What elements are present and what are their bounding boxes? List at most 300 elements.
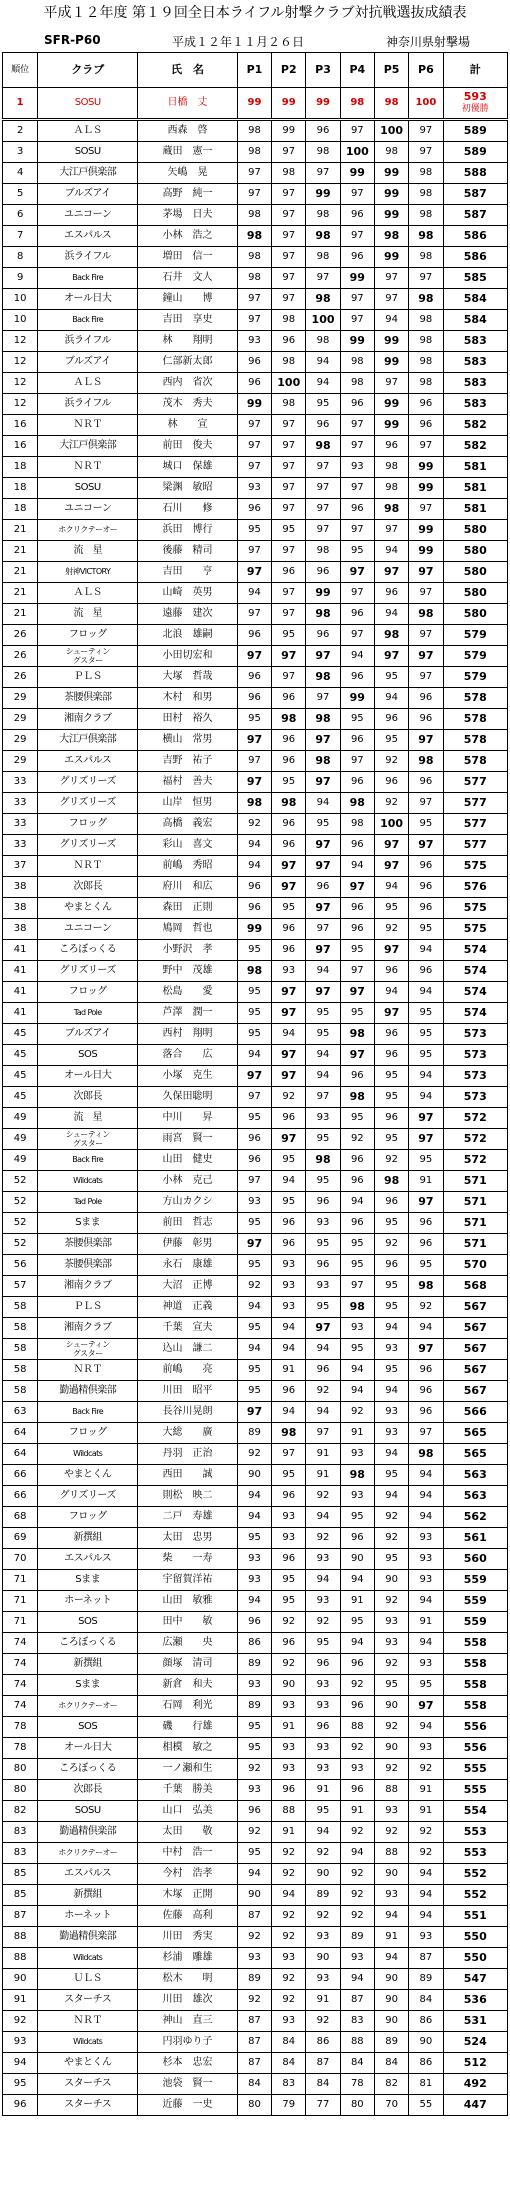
- score-cell-p6: 97: [409, 436, 443, 457]
- score-cell-p6: 98: [409, 226, 443, 247]
- table-row: [3, 1255, 508, 1276]
- rank-cell: 69: [3, 1528, 38, 1549]
- total-value: 579: [463, 649, 487, 662]
- score-cell-p2: 96: [272, 940, 306, 961]
- club-cell: Back Fire: [38, 268, 138, 289]
- total-cell: [443, 1003, 507, 1024]
- score-cell-p4: 95: [340, 541, 374, 562]
- score-cell-p4: 88: [340, 2032, 374, 2053]
- score-cell-p1: 96: [237, 499, 271, 520]
- score-cell-p6: 93: [409, 1738, 443, 1759]
- table-row: [3, 1066, 508, 1087]
- table-row: [3, 1318, 508, 1339]
- rank-cell: 33: [3, 793, 38, 814]
- score-cell-p5: 93: [374, 1612, 408, 1633]
- total-cell: [443, 1360, 507, 1381]
- score-cell-p6: 96: [409, 1213, 443, 1234]
- table-row: [3, 1822, 508, 1843]
- total-cell: [443, 667, 507, 688]
- total-cell: [443, 1150, 507, 1171]
- score-cell-p3: 95: [306, 1003, 340, 1024]
- score-cell-p1: 90: [237, 1465, 271, 1486]
- rank-cell: 18: [3, 478, 38, 499]
- table-row: [3, 520, 508, 541]
- score-cell-p6: 92: [409, 1297, 443, 1318]
- score-cell-p3: 97: [306, 772, 340, 793]
- score-cell-p5: 97: [374, 562, 408, 583]
- rank-cell: 41: [3, 1003, 38, 1024]
- rank-cell: 5: [3, 184, 38, 205]
- club-cell: ユニコーン: [38, 205, 138, 226]
- table-row: [3, 1339, 508, 1360]
- club-cell: 勤過精倶楽部: [38, 1381, 138, 1402]
- score-cell-p4: 100: [340, 142, 374, 163]
- total-cell: [443, 625, 507, 646]
- name-cell: 杉浦 雕雄: [138, 1948, 238, 1969]
- score-cell-p2: 97: [272, 436, 306, 457]
- score-cell-p6: 100: [409, 88, 443, 120]
- table-row: [3, 1150, 508, 1171]
- score-cell-p5: 96: [374, 1108, 408, 1129]
- total-cell: [443, 1024, 507, 1045]
- score-cell-p2: 92: [272, 1612, 306, 1633]
- score-cell-p3: 97: [306, 730, 340, 751]
- total-cell: [443, 1276, 507, 1297]
- club-cell: 浜ライフル: [38, 394, 138, 415]
- score-cell-p5: 99: [374, 184, 408, 205]
- score-cell-p6: 86: [409, 2011, 443, 2032]
- score-cell-p3: 98: [306, 667, 340, 688]
- score-cell-p2: 97: [272, 1045, 306, 1066]
- club-cell: ブルズアイ: [38, 184, 138, 205]
- club-cell: グリズリーズ: [38, 835, 138, 856]
- total-value: 554: [463, 1804, 487, 1817]
- rank-cell: 52: [3, 1213, 38, 1234]
- score-cell-p5: 99: [374, 415, 408, 436]
- name-cell: 則松 映二: [138, 1486, 238, 1507]
- score-cell-p6: 98: [409, 184, 443, 205]
- score-cell-p6: 93: [409, 1570, 443, 1591]
- club-cell: シューティン グスター: [38, 1129, 138, 1150]
- name-cell: 新倉 和夫: [138, 1675, 238, 1696]
- name-cell: 吉田 享史: [138, 310, 238, 331]
- rank-cell: 4: [3, 163, 38, 184]
- club-cell: Wildcats: [38, 1948, 138, 1969]
- score-cell-p4: 97: [340, 478, 374, 499]
- score-cell-p5: 97: [374, 646, 408, 667]
- club-cell: オール日大: [38, 1738, 138, 1759]
- score-cell-p4: 92: [340, 1885, 374, 1906]
- rank-cell: 83: [3, 1843, 38, 1864]
- score-cell-p3: 99: [306, 583, 340, 604]
- score-cell-p5: 89: [374, 2032, 408, 2053]
- results-body: [3, 88, 508, 2116]
- total-cell: [443, 88, 507, 120]
- score-cell-p5: 97: [374, 289, 408, 310]
- total-cell: [443, 1612, 507, 1633]
- score-cell-p3: 98: [306, 436, 340, 457]
- name-cell: 前田 哲志: [138, 1213, 238, 1234]
- name-cell: 小田切宏和: [138, 646, 238, 667]
- score-cell-p3: 97: [306, 919, 340, 940]
- total-value: 581: [463, 502, 487, 515]
- club-cell: Sまま: [38, 1213, 138, 1234]
- club-cell: フロッグ: [38, 982, 138, 1003]
- score-cell-p3: 77: [306, 2095, 340, 2116]
- score-cell-p2: 97: [272, 226, 306, 247]
- rank-cell: 41: [3, 982, 38, 1003]
- score-cell-p3: 98: [306, 541, 340, 562]
- score-cell-p1: 97: [237, 646, 271, 667]
- score-cell-p5: 90: [374, 1738, 408, 1759]
- score-cell-p6: 98: [409, 331, 443, 352]
- table-row: [3, 1360, 508, 1381]
- name-cell: 西内 省次: [138, 373, 238, 394]
- score-cell-p1: 95: [237, 1213, 271, 1234]
- total-value: 550: [463, 1951, 487, 1964]
- table-row: [3, 1969, 508, 1990]
- club-cell: SOSU: [38, 88, 138, 120]
- total-value: 547: [463, 1972, 487, 1985]
- score-cell-p4: 93: [340, 1444, 374, 1465]
- score-cell-p1: 98: [237, 961, 271, 982]
- total-value: 580: [463, 586, 487, 599]
- name-cell: 雨宮 賢一: [138, 1129, 238, 1150]
- score-cell-p4: 98: [340, 352, 374, 373]
- score-cell-p1: 97: [237, 415, 271, 436]
- club-cell: エスパルス: [38, 751, 138, 772]
- score-cell-p1: 94: [237, 1297, 271, 1318]
- score-cell-p5: 98: [374, 625, 408, 646]
- rank-cell: 68: [3, 1507, 38, 1528]
- rank-cell: 33: [3, 814, 38, 835]
- winner-note: 初優勝: [461, 104, 489, 114]
- table-row: [3, 205, 508, 226]
- score-cell-p5: 94: [374, 1948, 408, 1969]
- name-cell: 磯 行雄: [138, 1717, 238, 1738]
- table-row: [3, 163, 508, 184]
- score-cell-p4: 94: [340, 1969, 374, 1990]
- score-cell-p3: 86: [306, 2032, 340, 2053]
- score-cell-p3: 98: [306, 751, 340, 772]
- score-cell-p2: 97: [272, 142, 306, 163]
- name-cell: 西田 誠: [138, 1465, 238, 1486]
- total-cell: [443, 120, 507, 142]
- score-cell-p2: 93: [272, 2011, 306, 2032]
- name-cell: 神山 直三: [138, 2011, 238, 2032]
- rank-cell: 66: [3, 1465, 38, 1486]
- total-cell: [443, 772, 507, 793]
- score-cell-p3: 93: [306, 1696, 340, 1717]
- score-cell-p6: 98: [409, 247, 443, 268]
- name-cell: 高野 純一: [138, 184, 238, 205]
- score-cell-p6: 97: [409, 730, 443, 751]
- club-cell: 湘南クラブ: [38, 1276, 138, 1297]
- score-cell-p1: 96: [237, 1801, 271, 1822]
- total-value: 583: [463, 397, 487, 410]
- score-cell-p2: 98: [272, 163, 306, 184]
- name-cell: 吉野 祐子: [138, 751, 238, 772]
- club-cell: ホーネット: [38, 1591, 138, 1612]
- name-cell: 川田 雄次: [138, 1990, 238, 2011]
- score-cell-p5: 90: [374, 1990, 408, 2011]
- score-cell-p3: 91: [306, 1780, 340, 1801]
- club-cell: ＰＬＳ: [38, 1297, 138, 1318]
- name-cell: 山口 弘美: [138, 1801, 238, 1822]
- score-cell-p4: 83: [340, 2011, 374, 2032]
- score-cell-p5: 97: [374, 268, 408, 289]
- rank-cell: 94: [3, 2053, 38, 2074]
- score-cell-p3: 93: [306, 1549, 340, 1570]
- table-row: [3, 1381, 508, 1402]
- rank-cell: 63: [3, 1402, 38, 1423]
- score-cell-p6: 84: [409, 1990, 443, 2011]
- total-value: 572: [463, 1132, 487, 1145]
- score-cell-p2: 93: [272, 1507, 306, 1528]
- score-cell-p3: 97: [306, 1087, 340, 1108]
- score-cell-p3: 90: [306, 1864, 340, 1885]
- club-cell: Back Fire: [38, 1402, 138, 1423]
- score-cell-p2: 94: [272, 1885, 306, 1906]
- score-cell-p2: 92: [272, 1906, 306, 1927]
- score-cell-p5: 99: [374, 247, 408, 268]
- total-value: 558: [463, 1636, 487, 1649]
- score-cell-p1: 95: [237, 1003, 271, 1024]
- total-cell: [443, 1129, 507, 1150]
- rank-cell: 80: [3, 1780, 38, 1801]
- score-cell-p5: 94: [374, 1318, 408, 1339]
- club-cell: ブルズアイ: [38, 1024, 138, 1045]
- name-cell: 近藤 一史: [138, 2095, 238, 2116]
- name-cell: 高橋 義宏: [138, 814, 238, 835]
- score-cell-p6: 98: [409, 310, 443, 331]
- score-cell-p1: 92: [237, 1759, 271, 1780]
- total-value: 567: [463, 1363, 487, 1376]
- rank-cell: 45: [3, 1066, 38, 1087]
- score-cell-p3: 97: [306, 478, 340, 499]
- score-cell-p2: 96: [272, 331, 306, 352]
- table-row: [3, 88, 508, 120]
- rank-cell: 64: [3, 1444, 38, 1465]
- score-cell-p5: 94: [374, 1906, 408, 1927]
- name-cell: 田中 敏: [138, 1612, 238, 1633]
- table-row: [3, 1843, 508, 1864]
- score-cell-p3: 97: [306, 940, 340, 961]
- name-cell: 相模 敏之: [138, 1738, 238, 1759]
- name-cell: 北浪 雄嗣: [138, 625, 238, 646]
- score-cell-p4: 99: [340, 688, 374, 709]
- rank-cell: 52: [3, 1171, 38, 1192]
- score-cell-p5: 95: [374, 667, 408, 688]
- score-cell-p5: 96: [374, 1045, 408, 1066]
- total-value: 550: [463, 1930, 487, 1943]
- club-cell: 茶腰倶楽部: [38, 1234, 138, 1255]
- score-cell-p3: 97: [306, 982, 340, 1003]
- score-cell-p6: 92: [409, 1822, 443, 1843]
- rank-cell: 12: [3, 394, 38, 415]
- name-cell: 大塚 哲哉: [138, 667, 238, 688]
- score-cell-p5: 96: [374, 1024, 408, 1045]
- total-cell: [443, 436, 507, 457]
- score-cell-p1: 96: [237, 1150, 271, 1171]
- score-cell-p5: 97: [374, 373, 408, 394]
- score-cell-p3: 97: [306, 268, 340, 289]
- total-cell: [443, 2032, 507, 2053]
- score-cell-p1: 96: [237, 667, 271, 688]
- club-cell: ＮＲＴ: [38, 415, 138, 436]
- score-cell-p1: 96: [237, 373, 271, 394]
- score-cell-p2: 93: [272, 1276, 306, 1297]
- score-cell-p6: 91: [409, 1780, 443, 1801]
- score-cell-p3: 95: [306, 1297, 340, 1318]
- score-cell-p6: 95: [409, 1255, 443, 1276]
- score-cell-p2: 94: [272, 1171, 306, 1192]
- score-cell-p5: 96: [374, 1192, 408, 1213]
- score-cell-p4: 97: [340, 751, 374, 772]
- score-cell-p2: 97: [272, 856, 306, 877]
- score-cell-p3: 95: [306, 1633, 340, 1654]
- table-row: [3, 772, 508, 793]
- total-value: 536: [463, 1993, 487, 2006]
- table-row: [3, 1402, 508, 1423]
- club-cell: SOS: [38, 1612, 138, 1633]
- club-cell: 茶腰倶楽部: [38, 1255, 138, 1276]
- score-cell-p3: 96: [306, 1255, 340, 1276]
- score-cell-p2: 93: [272, 1696, 306, 1717]
- score-cell-p2: 84: [272, 2053, 306, 2074]
- club-cell: 次郎長: [38, 877, 138, 898]
- club-cell: スターチス: [38, 2095, 138, 2116]
- score-cell-p4: 96: [340, 1066, 374, 1087]
- rank-cell: 58: [3, 1381, 38, 1402]
- name-cell: 野中 茂雄: [138, 961, 238, 982]
- total-cell: [443, 1486, 507, 1507]
- score-cell-p5: 94: [374, 1444, 408, 1465]
- event-date: 平成１２年１１月２６日: [172, 35, 305, 49]
- score-cell-p2: 91: [272, 1360, 306, 1381]
- score-cell-p5: 99: [374, 352, 408, 373]
- club-cell: オール日大: [38, 1066, 138, 1087]
- score-cell-p1: 92: [237, 1822, 271, 1843]
- rank-cell: 33: [3, 835, 38, 856]
- score-cell-p5: 95: [374, 1087, 408, 1108]
- score-cell-p2: 79: [272, 2095, 306, 2116]
- total-value: 578: [463, 733, 487, 746]
- rank-cell: 38: [3, 898, 38, 919]
- rank-cell: 91: [3, 1990, 38, 2011]
- club-cell: 新撰組: [38, 1654, 138, 1675]
- total-cell: [443, 1906, 507, 1927]
- score-cell-p4: 94: [340, 1633, 374, 1654]
- score-cell-p4: 90: [340, 1549, 374, 1570]
- score-cell-p6: 97: [409, 1339, 443, 1360]
- score-cell-p2: 92: [272, 1864, 306, 1885]
- score-cell-p2: 93: [272, 961, 306, 982]
- score-cell-p5: 96: [374, 436, 408, 457]
- table-row: [3, 247, 508, 268]
- rank-cell: 71: [3, 1612, 38, 1633]
- score-cell-p4: 95: [340, 709, 374, 730]
- rank-cell: 9: [3, 268, 38, 289]
- club-cell: 湘南クラブ: [38, 1318, 138, 1339]
- name-cell: 木村 和男: [138, 688, 238, 709]
- score-cell-p2: 97: [272, 499, 306, 520]
- total-value: 552: [463, 1867, 487, 1880]
- table-row: [3, 1738, 508, 1759]
- club-cell: フロッグ: [38, 625, 138, 646]
- score-cell-p1: 97: [237, 1402, 271, 1423]
- table-row: [3, 1570, 508, 1591]
- score-cell-p4: 97: [340, 961, 374, 982]
- score-cell-p6: 97: [409, 1696, 443, 1717]
- table-row: [3, 1633, 508, 1654]
- total-cell: [443, 2095, 507, 2116]
- total-value: 571: [463, 1174, 487, 1187]
- score-cell-p4: 91: [340, 1801, 374, 1822]
- total-value: 559: [463, 1594, 487, 1607]
- total-value: 575: [463, 859, 487, 872]
- score-cell-p1: 96: [237, 898, 271, 919]
- score-cell-p6: 94: [409, 1087, 443, 1108]
- score-cell-p1: 99: [237, 394, 271, 415]
- score-cell-p4: 94: [340, 1843, 374, 1864]
- score-cell-p4: 92: [340, 1906, 374, 1927]
- score-cell-p3: 97: [306, 499, 340, 520]
- total-cell: [443, 331, 507, 352]
- score-cell-p5: 93: [374, 1801, 408, 1822]
- table-row: [3, 1465, 508, 1486]
- total-cell: [443, 1717, 507, 1738]
- score-cell-p6: 96: [409, 415, 443, 436]
- score-cell-p3: 94: [306, 961, 340, 982]
- header-row: [3, 53, 508, 88]
- score-cell-p2: 96: [272, 919, 306, 940]
- score-cell-p5: 90: [374, 2011, 408, 2032]
- col-header-p3: P3: [306, 53, 340, 88]
- score-cell-p4: 97: [340, 1276, 374, 1297]
- score-cell-p1: 97: [237, 730, 271, 751]
- score-cell-p1: 98: [237, 247, 271, 268]
- score-cell-p3: 95: [306, 814, 340, 835]
- score-cell-p5: 98: [374, 478, 408, 499]
- score-cell-p5: 94: [374, 877, 408, 898]
- rank-cell: 38: [3, 919, 38, 940]
- club-cell: ころぼっくる: [38, 1633, 138, 1654]
- total-value: 593: [463, 90, 487, 103]
- table-row: [3, 1549, 508, 1570]
- score-cell-p2: 96: [272, 688, 306, 709]
- score-cell-p5: 82: [374, 2074, 408, 2095]
- table-row: [3, 604, 508, 625]
- score-cell-p4: 94: [340, 856, 374, 877]
- table-row: [3, 1696, 508, 1717]
- table-row: [3, 709, 508, 730]
- total-value: 589: [463, 124, 487, 137]
- score-cell-p4: 96: [340, 898, 374, 919]
- score-cell-p1: 97: [237, 1087, 271, 1108]
- score-cell-p4: 96: [340, 1171, 374, 1192]
- score-cell-p5: 92: [374, 919, 408, 940]
- score-cell-p2: 92: [272, 1843, 306, 1864]
- score-cell-p4: 96: [340, 919, 374, 940]
- score-cell-p2: 96: [272, 1108, 306, 1129]
- score-cell-p6: 96: [409, 1381, 443, 1402]
- club-cell: シューティン グスター: [38, 1339, 138, 1360]
- score-cell-p1: 97: [237, 436, 271, 457]
- score-cell-p6: 95: [409, 1045, 443, 1066]
- score-cell-p1: 95: [237, 1108, 271, 1129]
- rank-cell: 90: [3, 1969, 38, 1990]
